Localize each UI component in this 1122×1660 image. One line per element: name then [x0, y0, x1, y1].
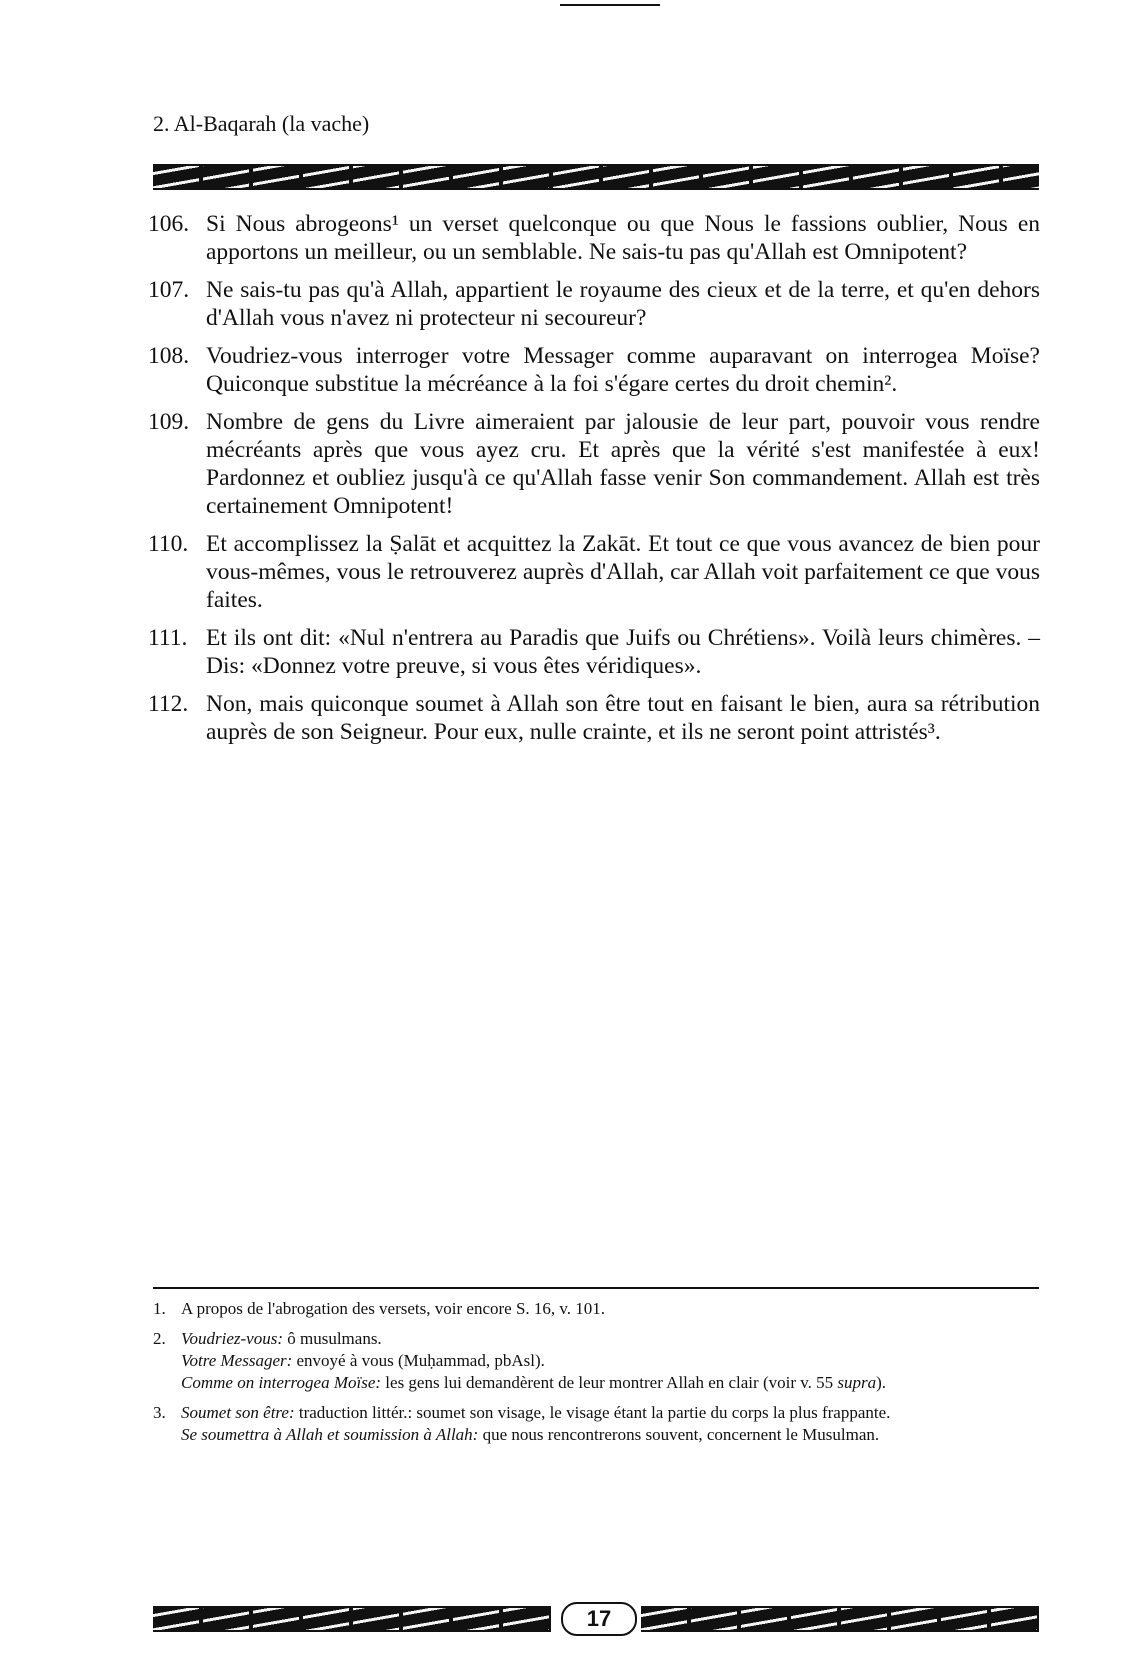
footnote-definition: que nous rencontrerons souvent, concernent le Musulman.	[478, 1425, 880, 1444]
verse-number: 110.	[148, 531, 189, 557]
footnote-definition: envoyé à vous (Muḥammad, pbAsl).	[292, 1351, 545, 1370]
footnote-number: 2.	[153, 1329, 166, 1348]
footnote-term: Comme on interrogea Moïse:	[181, 1373, 382, 1392]
footnote-term: Soumet son être:	[181, 1403, 295, 1422]
footnote-definition: traduction littér.: soumet son visage, le visage étant la partie du corps la plus frappante.	[294, 1403, 891, 1422]
verse-text: Non, mais quiconque soumet à Allah son être tout en faisant le bien, aura sa rétribution auprès de son Seigneur. Pour eux, nulle crainte, et ils ne seront point attristés³.	[206, 691, 1040, 745]
decorative-border-top	[153, 164, 1039, 190]
footnote-separator	[153, 1287, 1039, 1289]
footnotes	[153, 1290, 1039, 1446]
verse-number: 109.	[148, 409, 190, 435]
footnote-entry	[181, 1372, 1039, 1394]
footnote-definition: les gens lui demandèrent de leur montrer Allah en clair (voir v. 55	[381, 1373, 838, 1392]
footnote-3	[153, 1402, 1039, 1446]
page-number: 17	[561, 1602, 637, 1636]
footnote-number: 3.	[153, 1403, 166, 1422]
verse-text: Et accomplissez la Ṣalāt et acquittez la Zakāt. Et tout ce que vous avancez de bien pour vous-mêmes, vous le retrouverez auprès d'Allah, car Allah voit parfaitement ce que vous faites.	[206, 531, 1040, 613]
verse-text: Et ils ont dit: «Nul n'entrera au Paradis que Juifs ou Chrétiens». Voilà leurs chimères. – Dis: «Donnez votre preuve, si vous êtes véridiques».	[206, 625, 1040, 679]
verse-list	[148, 210, 1040, 756]
verse-106	[148, 210, 1040, 266]
decorative-border-right	[641, 1606, 1039, 1632]
verse-text: Si Nous abrogeons¹ un verset quelconque ou que Nous le fassions oublier, Nous en apportons un meilleur, ou un semblable. Ne sais-tu pas qu'Allah est Omnipotent?	[206, 211, 1040, 265]
footnote-number: 1.	[153, 1299, 166, 1318]
verse-number: 106.	[148, 211, 190, 237]
footnote-body	[181, 1328, 1039, 1394]
footnote-2	[153, 1328, 1039, 1394]
footnote-term: supra	[837, 1373, 877, 1392]
footnote-term: Voudriez-vous:	[181, 1329, 283, 1348]
footnote-definition: ô musulmans.	[282, 1329, 382, 1348]
footnote-term: Se soumettra à Allah et soumission à Allah:	[181, 1425, 479, 1444]
footnote-text: A propos de l'abrogation des versets, voir encore S. 16, v. 101.	[181, 1299, 606, 1318]
footnote-entry	[181, 1402, 1039, 1424]
verse-number: 111.	[148, 625, 188, 651]
verse-111	[148, 624, 1040, 680]
verse-text: Voudriez-vous interroger votre Messager comme auparavant on interrogea Moïse? Quiconque substitue la mécréance à la foi s'égare certes du droit chemin².	[206, 343, 1040, 397]
verse-110	[148, 530, 1040, 614]
verse-number: 108.	[148, 343, 190, 369]
page-footer	[153, 1602, 1039, 1632]
chapter-header: 2. Al-Baqarah (la vache)	[153, 111, 370, 136]
footnote-definition: ).	[876, 1373, 887, 1392]
verse-text: Ne sais-tu pas qu'à Allah, appartient le royaume des cieux et de la terre, et qu'en dehors d'Allah vous n'avez ni protecteur ni secoureur?	[206, 277, 1040, 331]
footnote-body	[181, 1402, 1039, 1446]
verse-107	[148, 276, 1040, 332]
footnote-entry	[181, 1350, 1039, 1372]
footnote-term: Votre Messager:	[181, 1351, 293, 1370]
verse-text: Nombre de gens du Livre aimeraient par jalousie de leur part, pouvoir vous rendre mécréants après que vous ayez cru. Et après que la vérité s'est manifestée à eux! Pardonnez et oubliez jusqu'à ce qu'Allah fasse venir Son commandement. Allah est très certainement Omnipotent!	[206, 409, 1040, 519]
verse-number: 107.	[148, 277, 190, 303]
verse-112	[148, 690, 1040, 746]
verse-number: 112.	[148, 691, 189, 717]
verse-108	[148, 342, 1040, 398]
decorative-border-left	[153, 1606, 551, 1632]
verse-109	[148, 408, 1040, 520]
footnote-entry	[181, 1328, 1039, 1350]
footnote-entry	[181, 1424, 1039, 1446]
top-rule	[560, 4, 660, 6]
footnote-1	[153, 1298, 1039, 1320]
